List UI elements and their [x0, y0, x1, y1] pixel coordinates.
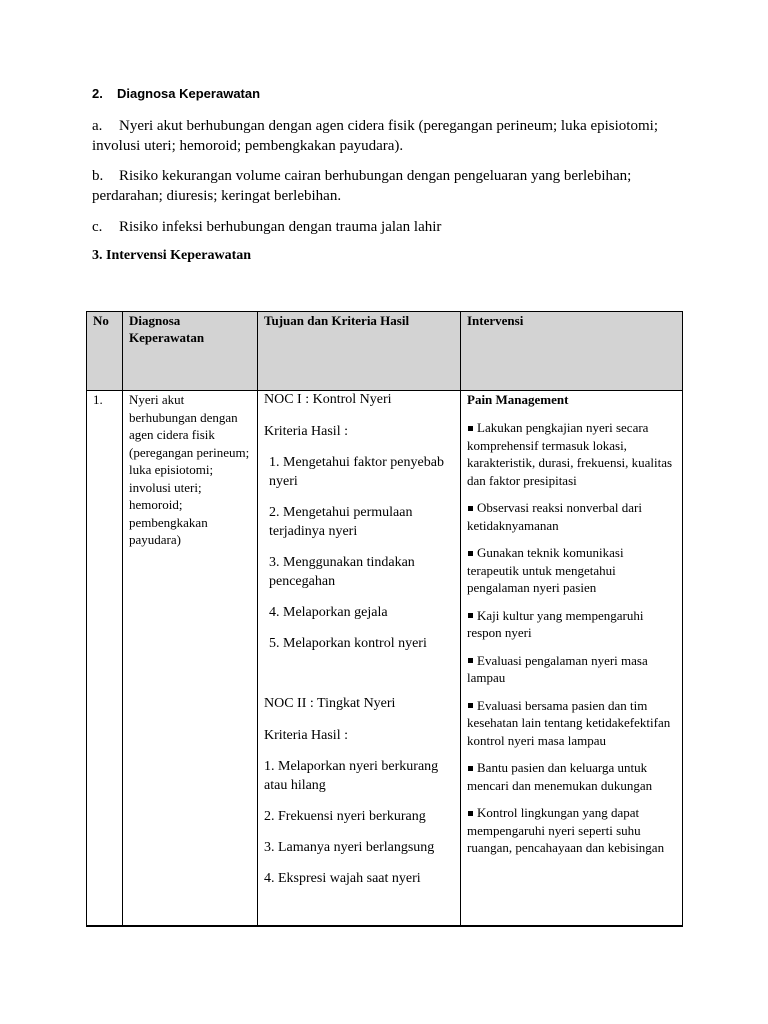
intervention-table: [86, 311, 683, 927]
section-2-number: 2.: [92, 86, 103, 101]
noc2-kriteria: Kriteria Hasil :: [264, 728, 348, 743]
diagnosis-label-c: c.: [92, 219, 103, 235]
intervention-item: Observasi reaksi nonverbal dari ketidaknyamanan: [467, 500, 642, 533]
intervention-item: Evaluasi pengalaman nyeri masa lampau: [467, 652, 648, 685]
bullet-square-icon: [468, 658, 473, 663]
noc2-item: 2. Frekuensi nyeri berkurang: [264, 809, 426, 824]
diagnosis-item-b: [92, 166, 682, 206]
intervention-item: Lakukan pengkajian nyeri secara komprehensif termasuk lokasi, karakteristik, durasi, frekuensi, kualitas dan faktor presipitasi: [467, 420, 673, 488]
bullet-square-icon: [468, 766, 473, 771]
noc1-item: 4. Melaporkan gejala: [269, 605, 388, 620]
noc1-item: 2. Mengetahui permulaan terjadinya nyeri: [269, 505, 413, 539]
section-3-heading: 3. Intervensi Keperawatan: [92, 248, 252, 263]
noc1-item: 1. Mengetahui faktor penyebab nyeri: [269, 455, 444, 489]
intervention-item: Kontrol lingkungan yang dapat mempengaruhi nyeri seperti suhu ruangan, pencahayaan dan kebisingan: [467, 805, 665, 855]
header-intervensi: Intervensi: [461, 312, 683, 391]
section-2-heading: [92, 86, 260, 101]
header-diagnosa: Diagnosa Keperawatan: [123, 312, 258, 391]
diagnosis-text-b: Risiko kekurangan volume cairan berhubungan dengan pengeluaran yang berlebihan; perdarahan; diuresis; keringat berlebihan.: [92, 168, 632, 204]
table-header-row: [87, 312, 683, 391]
table-row: [87, 391, 683, 927]
section-2-title: Diagnosa Keperawatan: [117, 86, 261, 101]
row-intervensi: [461, 391, 683, 927]
header-tujuan: Tujuan dan Kriteria Hasil: [258, 312, 461, 391]
noc2-item: 3. Lamanya nyeri berlangsung: [264, 840, 435, 855]
noc1-item: 5. Melaporkan kontrol nyeri: [269, 636, 427, 651]
diagnosis-item-a: [92, 116, 682, 156]
row-no: 1.: [87, 391, 123, 927]
noc2-item: 4. Ekspresi wajah saat nyeri: [264, 871, 421, 886]
noc1-kriteria: Kriteria Hasil :: [264, 424, 348, 439]
diagnosis-label-b: b.: [92, 168, 104, 184]
row-tujuan: [258, 391, 461, 927]
noc1-item: 3. Menggunakan tindakan pencegahan: [269, 555, 415, 589]
diagnosis-text-a: Nyeri akut berhubungan dengan agen cidera fisik (peregangan perineum; luka episiotomi; involusi uteri; hemoroid; pembengkakan payudara).: [92, 118, 658, 154]
row-diagnosa: Nyeri akut berhubungan dengan agen cidera fisik (peregangan perineum; luka episiotomi; involusi uteri; hemoroid; pembengkakan payudara): [123, 391, 258, 927]
diagnosis-label-a: a.: [92, 118, 103, 134]
bullet-square-icon: [468, 426, 473, 431]
bullet-square-icon: [468, 551, 473, 556]
bullet-square-icon: [468, 703, 473, 708]
diagnosis-item-c: [92, 217, 682, 237]
diagnosis-text-c: Risiko infeksi berhubungan dengan trauma jalan lahir: [119, 219, 442, 235]
noc1-title: NOC I : Kontrol Nyeri: [264, 392, 392, 407]
noc-spacer: [264, 665, 454, 695]
noc2-title: NOC II : Tingkat Nyeri: [264, 696, 396, 711]
bullet-square-icon: [468, 506, 473, 511]
header-no: No: [87, 312, 123, 391]
intervention-title: Pain Management: [467, 392, 569, 407]
intervention-item: Kaji kultur yang mempengaruhi respon nyeri: [467, 607, 644, 640]
bullet-square-icon: [468, 811, 473, 816]
bullet-square-icon: [468, 613, 473, 618]
intervention-item: Bantu pasien dan keluarga untuk mencari dan menemukan dukungan: [467, 760, 653, 793]
intervention-item: Gunakan teknik komunikasi terapeutik untuk mengetahui pengalaman nyeri pasien: [467, 545, 624, 595]
noc2-item: 1. Melaporkan nyeri berkurang atau hilang: [264, 759, 439, 793]
intervention-item: Evaluasi bersama pasien dan tim kesehatan lain tentang ketidakefektifan kontrol nyeri masa lampau: [467, 697, 671, 748]
